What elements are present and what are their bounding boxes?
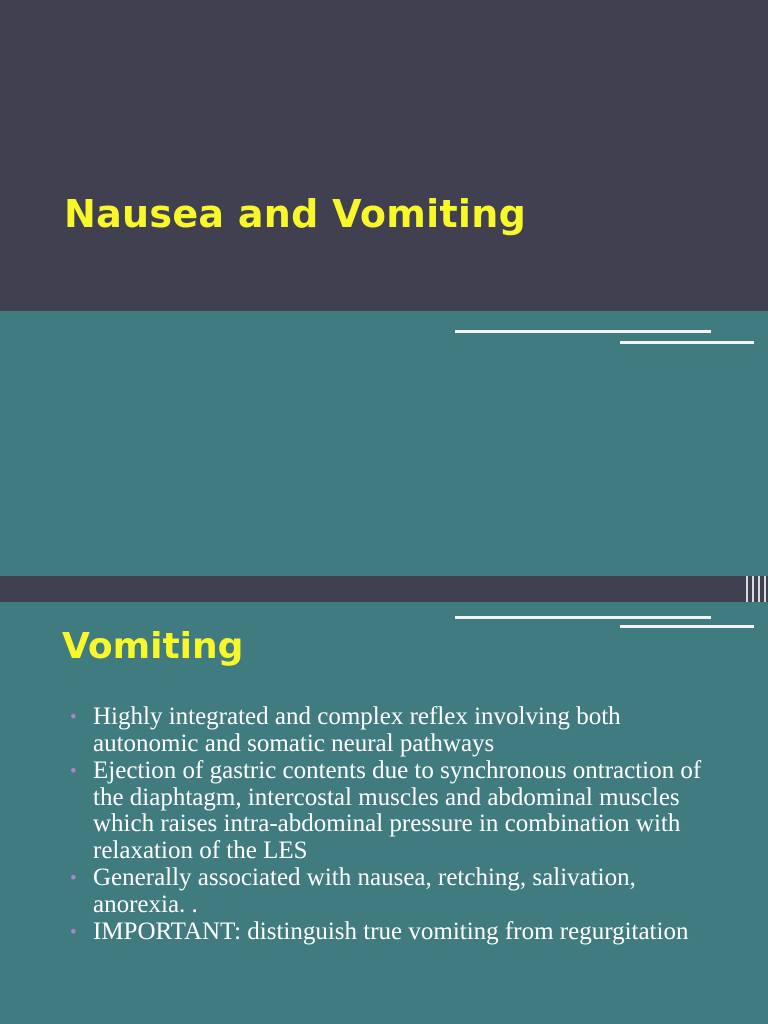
slide-1-title-band <box>0 0 768 311</box>
slide-separator <box>0 576 768 602</box>
slide-1-title: Nausea and Vomiting <box>64 192 527 236</box>
bullet-dot-icon: • <box>70 922 77 943</box>
bullet-text: Generally associated with nausea, retching, salivation, anorexia. . <box>93 864 636 918</box>
bullet-item <box>70 865 720 918</box>
bullet-dot-icon: • <box>70 761 77 782</box>
decorative-line <box>455 330 711 333</box>
decorative-line <box>455 616 711 619</box>
slide-2[interactable] <box>0 602 768 1024</box>
bullet-text: Highly integrated and complex reflex involving both autonomic and somatic neural pathways <box>93 703 621 757</box>
bullet-list <box>70 704 720 947</box>
decorative-line <box>620 341 754 344</box>
bullet-dot-icon: • <box>70 707 77 728</box>
slide-2-title: Vomiting <box>62 626 244 667</box>
bullet-text: IMPORTANT: distinguish true vomiting from regurgitation <box>93 918 689 945</box>
bullet-item <box>70 704 720 757</box>
bullet-item <box>70 758 720 864</box>
bullet-text: Ejection of gastric contents due to synchronous ontraction of the diaphtagm, intercostal muscles and abdominal muscles which raises intra-abdominal pressure in combination with relaxation of the LES <box>93 757 702 864</box>
bullet-item <box>70 919 720 946</box>
decorative-line <box>620 625 754 628</box>
bullet-dot-icon: • <box>70 868 77 889</box>
